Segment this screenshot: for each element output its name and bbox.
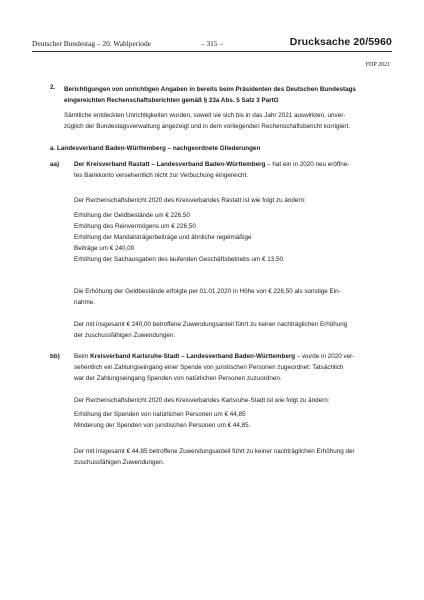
section-body-line: züglich der Bundestagsverwaltung angezeigt und in dem vorliegenden Rechenschaftsbericht korrigiert. (64, 123, 350, 130)
section-title (64, 84, 388, 106)
page-header (32, 38, 392, 52)
bb-paragraph-2-line: zuschussfähigen Zuwendungen. (74, 459, 165, 466)
aa-paragraph-3-line: Der mit insgesamt € 240,00 betroffene Zuwendungsanteil führt zu keiner nachträglichen Erhöhung (74, 321, 348, 328)
subsection-heading: a. Landesverband Baden-Württemberg – nachgeordnete Gliederungen (50, 145, 261, 152)
list-item: Beiträge um € 240,00 (74, 245, 135, 252)
bb-intro (74, 351, 390, 384)
bb-intro-line2: sehentlich ein Zahlungseingang einer Spende von juristischen Personen zugeordnet. Tatsächlich (74, 364, 344, 371)
list-item: Erhöhung der Sachausgaben des laufenden Geschäftsbetriebs um € 13,50. (74, 256, 285, 263)
aa-paragraph-3-line: der zuschussfähigen Zuwendungen. (74, 332, 176, 339)
section-body (64, 110, 388, 132)
aa-paragraph-1: Der Rechenschaftsbericht 2020 des Kreisverbandes Rastatt ist wie folgt zu ändern: (74, 197, 306, 204)
header-page-number: – 315 – (200, 39, 224, 48)
list-item: Minderung der Spenden von juristischen Personen um € 44,85. (74, 422, 251, 429)
item-label-aa: aa) (50, 161, 60, 168)
aa-paragraph-2-line: nahme. (74, 299, 96, 306)
aa-paragraph-2-line: Die Erhöhung der Geldbestände erfolgte per 01.01.2020 in Höhe von € 226,50 als sonstige Ein- (74, 288, 341, 295)
section-number: 2. (50, 84, 56, 91)
header-parliament: Deutscher Bundestag – 20. Wahlperiode (32, 39, 151, 48)
bb-intro-rest: – wurde in 2020 ver- (295, 353, 355, 360)
item-label-bb: bb) (50, 353, 60, 360)
bb-intro-line3: war der Zahlungseingang Spenden von natürlichen Personen zuzuordnen. (74, 375, 282, 382)
list-item: Erhöhung des Reinvermögens um € 226,50 (74, 223, 196, 230)
party-tag: FDP 2021 (365, 62, 390, 68)
aa-intro-rest: – hat ein in 2020 neu eröffne- (265, 161, 350, 168)
section-title-line: eingereichten Rechenschaftsberichten gemäß § 23a Abs. 5 Satz 3 PartG (64, 97, 279, 104)
aa-change-list (74, 210, 390, 265)
aa-intro-line (74, 159, 390, 170)
aa-intro-bold: Der Kreisverband Rastatt – Landesverband Baden-Württemberg (74, 161, 266, 168)
section-body-line: Sämtliche entdeckten Unrichtigkeiten wurden, soweit sie sich bis in das Jahr 2021 auswirkten, unver- (64, 112, 346, 119)
header-rule (32, 51, 392, 52)
bb-paragraph-1: Der Rechenschaftsbericht 2020 des Kreisverbandes Karlsruhe-Stadt ist wie folgt zu ändern: (74, 397, 330, 404)
list-item: Erhöhung der Mandatsträgerbeiträge und ähnliche regelmäßige (74, 234, 252, 241)
bb-intro-line (74, 351, 390, 362)
aa-intro (74, 159, 390, 181)
bb-intro-pre: Beim (74, 353, 91, 360)
list-item: Erhöhung der Spenden von natürlichen Personen um € 44,85 (74, 411, 246, 418)
aa-paragraph-2 (74, 286, 390, 308)
bb-change-list (74, 409, 390, 431)
list-item: Erhöhung der Geldbestände um € 226,50 (74, 212, 190, 219)
bb-intro-bold: Kreisverband Karlsruhe-Stadt – Landesverband Baden-Württemberg (90, 353, 296, 360)
bb-paragraph-2 (74, 446, 390, 468)
bb-paragraph-2-line: Der mit insgesamt € 44,85 betroffene Zuwendungsanteil führt zu keiner nachträglichen Erhöhung der (74, 448, 355, 455)
header-document-number: Drucksache 20/5960 (289, 36, 392, 48)
aa-paragraph-3 (74, 319, 390, 341)
aa-intro-line2: tes Bankkonto versehentlich nicht zur Verbuchung eingereicht. (74, 172, 248, 179)
section-title-line: Berichtigungen von unrichtigen Angaben in bereits beim Präsidenten des Deutschen Bundestags (64, 86, 356, 93)
